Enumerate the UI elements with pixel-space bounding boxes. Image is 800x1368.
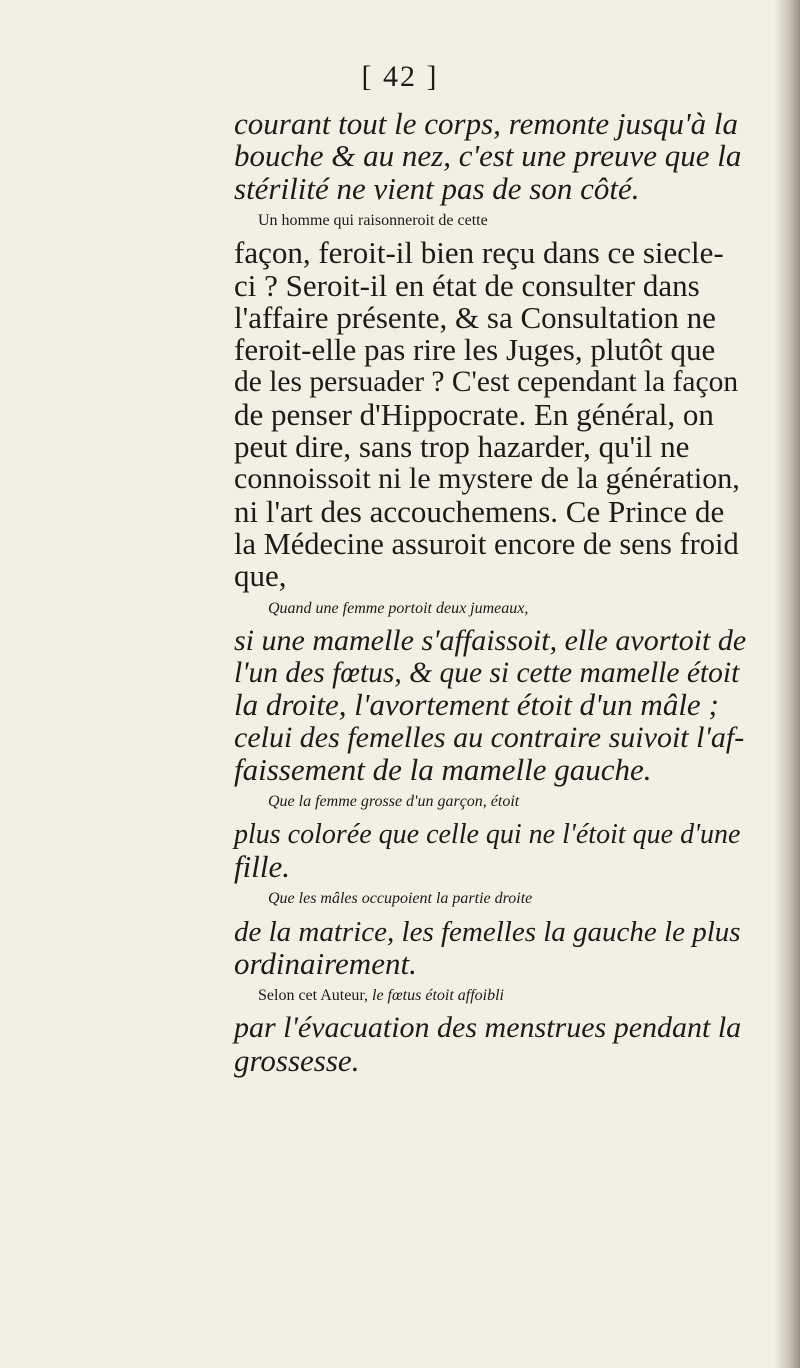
text-line: Un homme qui raisonneroit de cette — [258, 211, 488, 229]
text-line: l'affaire présente, & sa Consultation ne — [234, 299, 716, 335]
text-line: que, — [234, 558, 287, 594]
text-line: ni l'art des accouchemens. Ce Prince de — [234, 493, 725, 529]
text-italic: le fœtus étoit affoibli — [372, 987, 504, 1005]
text-line: de penser d'Hippocrate. En général, on — [234, 396, 714, 432]
text-line: fille. — [234, 848, 290, 884]
text-line: feroit-elle pas rire les Juges, plutôt que — [234, 332, 716, 368]
text-line: Que les mâles occupoient la partie droite — [268, 890, 533, 908]
text-line: ordinairement. — [234, 945, 417, 981]
text-line: grossesse. — [234, 1042, 360, 1078]
text-line: celui des femelles au contraire suivoit l'af- — [234, 720, 745, 754]
text-line: si une mamelle s'affaissoit, elle avortoit de — [234, 623, 747, 657]
text-line: faissement de la mamelle gauche. — [234, 752, 652, 787]
text-line: Que la femme grosse d'un garçon, étoit — [268, 793, 520, 811]
text-line: de la matrice, les femelles la gauche le plus — [234, 915, 741, 948]
text-line: connoissoit ni le mystere de la génération, — [234, 462, 740, 496]
text-line: par l'évacuation des menstrues pendant la — [234, 1011, 742, 1045]
text-roman: Selon cet Auteur, — [258, 987, 372, 1005]
text-line: peut dire, sans trop hazarder, qu'il ne — [234, 429, 690, 464]
text-line: la Médecine assuroit encore de sens froid — [234, 526, 739, 561]
text-line: de les persuader ? C'est cependant la façon — [234, 366, 739, 399]
text-line: la droite, l'avortement étoit d'un mâle ; — [234, 687, 719, 723]
text-line: ci ? Seroit-il en état de consulter dans — [234, 267, 700, 303]
page-number: [ 42 ] — [361, 60, 439, 93]
text-line: Quand une femme portoit deux jumeaux, — [268, 599, 529, 617]
text-line: façon, feroit-il bien reçu dans ce siecle- — [234, 235, 724, 271]
page-edge-shadow — [774, 0, 800, 1368]
text-line: l'un des fœtus, & que si cette mamelle étoit — [234, 657, 740, 690]
text-line: stérilité ne vient pas de son côté. — [234, 170, 640, 206]
text-line: plus colorée que celle qui ne l'étoit que d'une — [234, 818, 741, 850]
text-line: courant tout le corps, remonte jusqu'à la — [234, 106, 739, 141]
text-line: bouche & au nez, c'est une preuve que la — [234, 138, 742, 174]
text-line — [258, 978, 770, 1014]
